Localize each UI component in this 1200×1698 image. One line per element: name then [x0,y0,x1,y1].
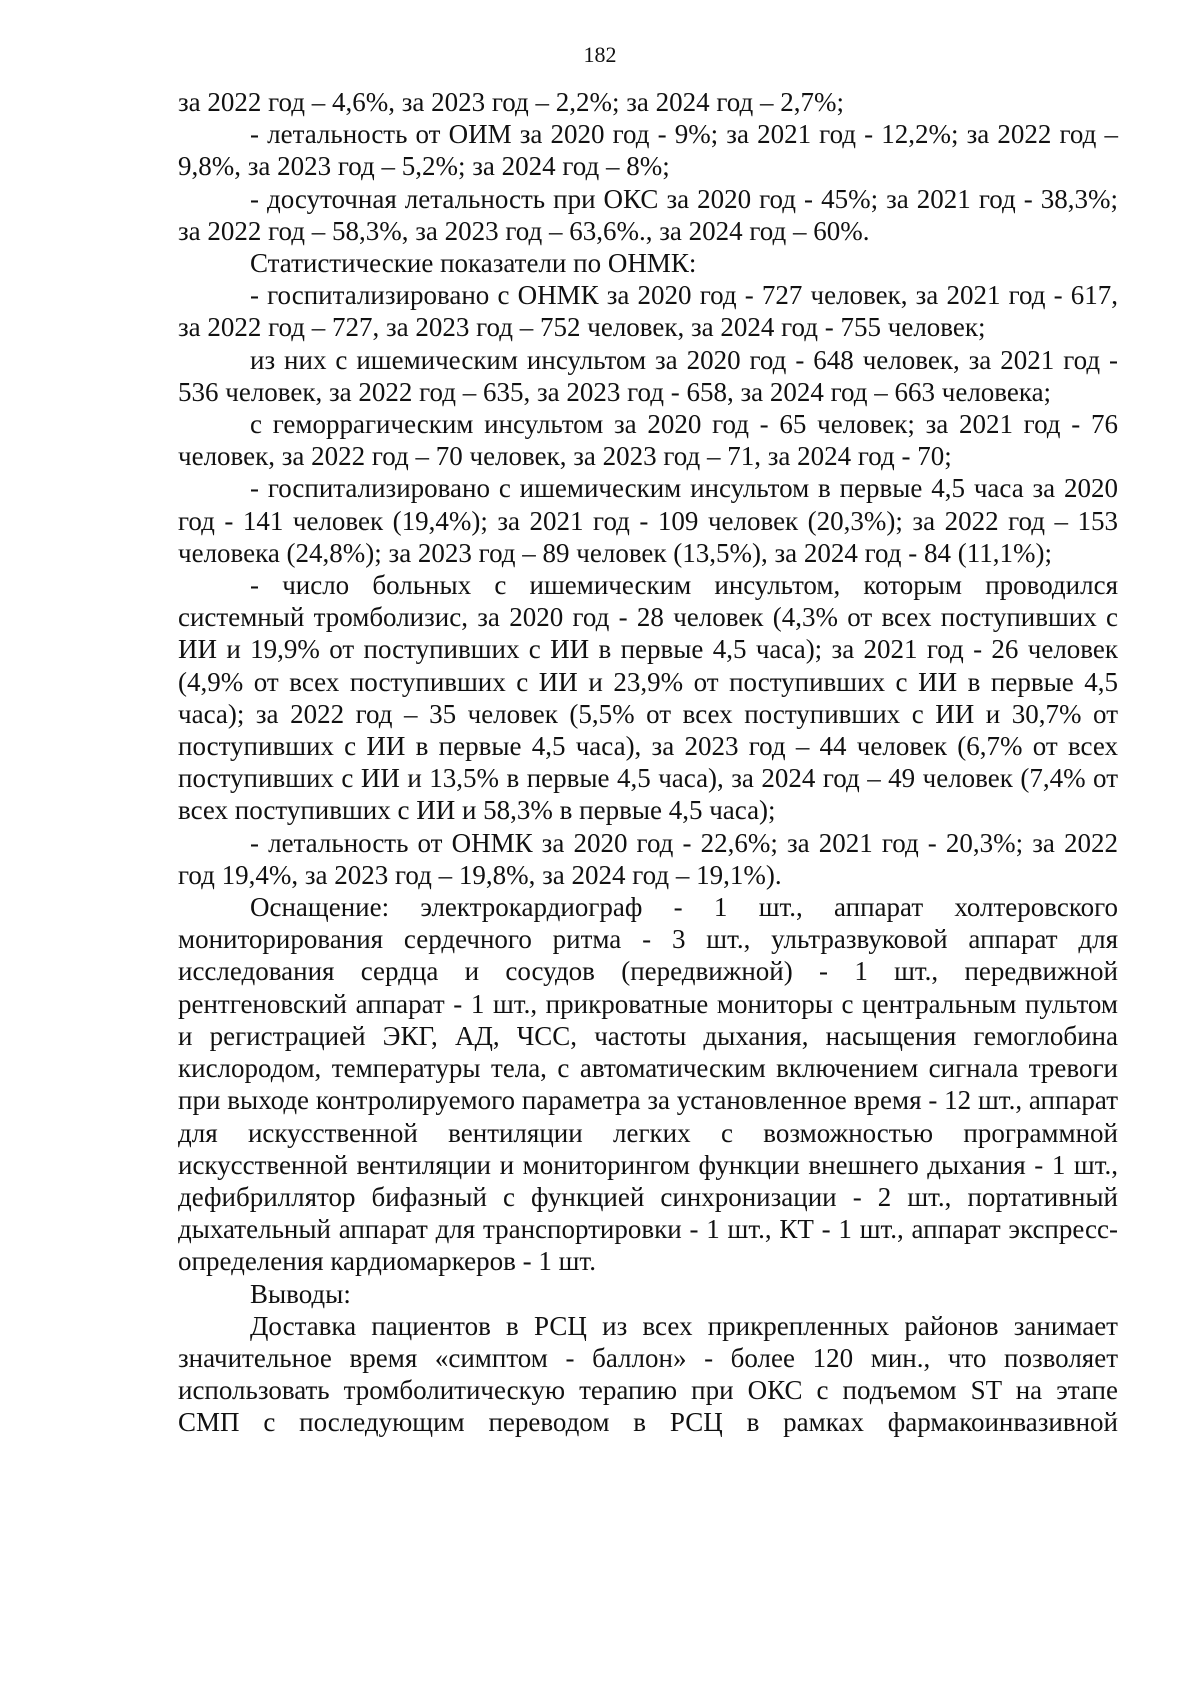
paragraph-thrombolysis: - число больных с ишемическим инсультом, которым проводился системный тромболизис, за 2020 год - 28 человек (4,3% от всех поступивших с ИИ и 19,9% от поступивших с ИИ в первые 4,5 часа); за 2021 год - 26 человек (4,9% от всех поступивших с ИИ и 23,9% от поступивших с ИИ в первые 4,5 часа); за 2022 год – 35 человек (5,5% от всех поступивших с ИИ и 30,7% от поступивших с ИИ в первые 4,5 часа), за 2023 год – 44 человек (6,7% от всех поступивших с ИИ и 13,5% в первые 4,5 часа), за 2024 год – 49 человек (7,4% от всех поступивших с ИИ и 58,3% в первые 4,5 часа); [178,570,1118,826]
document-body [178,86,1118,1439]
paragraph-hemorrhagic-stroke: с геморрагическим инсультом за 2020 год - 65 человек; за 2021 год - 76 человек, за 2022 год – 70 человек, за 2023 год – 71, за 2024 год - 70; [178,409,1118,472]
paragraph-oks-day-mortality: - досуточная летальность при ОКС за 2020 год - 45%; за 2021 год - 38,3%; за 2022 год – 58,3%, за 2023 год – 63,6%., за 2024 год – 60%. [178,183,1118,246]
paragraph-onmk-heading: Статистические показатели по ОНМК: [250,248,697,279]
paragraph-ischemic-stroke: из них с ишемическим инсультом за 2020 год - 648 человек, за 2021 год - 536 человек, за 2022 год – 635, за 2023 год - 658, за 2024 год – 663 человека; [178,344,1118,407]
paragraph-oim-mortality: - летальность от ОИМ за 2020 год - 9%; за 2021 год - 12,2%; за 2022 год – 9,8%, за 2023 год – 5,2%; за 2024 год – 8%; [178,119,1118,182]
paragraph-continuation: за 2022 год – 4,6%, за 2023 год – 2,2%; за 2024 год – 2,7%; [178,87,845,117]
paragraph-first-4-5-hours: - госпитализировано с ишемическим инсультом в первые 4,5 часа за 2020 год - 141 человек (19,4%); за 2021 год - 109 человек (20,3%); за 2022 год – 153 человека (24,8%); за 2023 год – 89 человек (13,5%), за 2024 год - 84 (11,1%); [178,473,1118,568]
paragraph-conclusions-heading: Выводы: [250,1278,351,1309]
paragraph-equipment: Оснащение: электрокардиограф - 1 шт., аппарат холтеровского мониторирования сердечного ритма - 3 шт., ультразвуковой аппарат для исследования сердца и сосудов (передвижной) - 1 шт., передвижной рентгеновский аппарат - 1 шт., прикроватные мониторы с центральным пультом и регистрацией ЭКГ, АД, ЧСС, частоты дыхания, насыщения гемоглобина кислородом, температуры тела, с автоматическим включением сигнала тревоги при выходе контролируемого параметра за установленное время - 12 шт., аппарат для искусственной вентиляции легких с возможностью программной искусственной вентиляции и мониторингом функции внешнего дыхания - 1 шт., дефибриллятор бифазный с функцией синхронизации - 2 шт., портативный дыхательный аппарат для транспортировки - 1 шт., КТ - 1 шт., аппарат экспресс-определения кардиомаркеров - 1 шт. [178,892,1118,1277]
paragraph-conclusions-text: Доставка пациентов в РСЦ из всех прикрепленных районов занимает значительное время «симптом - баллон» - более 120 мин., что позволяет использовать тромболитическую терапию при ОКС с подъемом ST на этапе СМП с последующим переводом в РСЦ в рамках фармакоинвазивной [178,1310,1118,1438]
paragraph-onmk-mortality: - летальность от ОНМК за 2020 год - 22,6%; за 2021 год - 20,3%; за 2022 год 19,4%, за 2023 год – 19,8%, за 2024 год – 19,1%). [178,827,1118,890]
page-number: 182 [583,42,617,67]
paragraph-onmk-hospitalized: - госпитализировано с ОНМК за 2020 год - 727 человек, за 2021 год - 617, за 2022 год – 727, за 2023 год – 752 человек, за 2024 год - 755 человек; [178,280,1118,343]
